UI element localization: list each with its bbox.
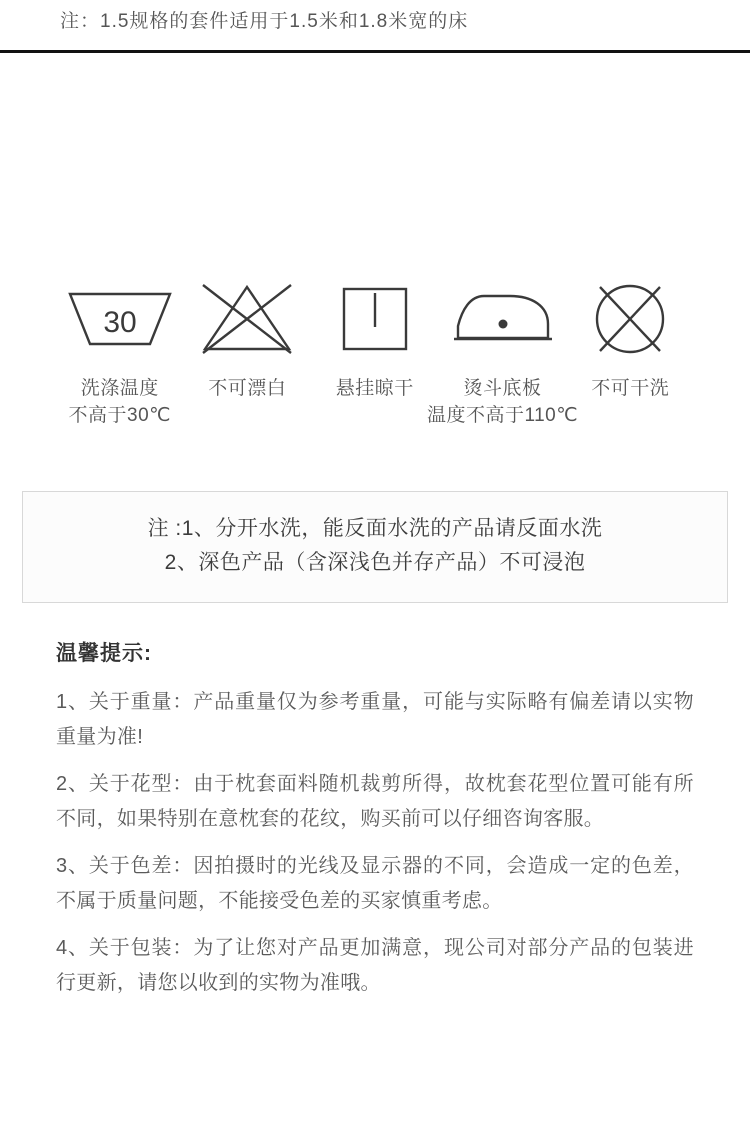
wash-tub-30-icon xyxy=(64,281,176,357)
care-symbol-iron xyxy=(426,281,579,429)
care-symbols-row xyxy=(0,281,750,429)
care-label-line2: 温度不高于110℃ xyxy=(426,405,579,426)
tip-item: 3、关于色差：因拍摄时的光线及显示器的不同，会造成一定的色差，不属于质量问题，不能接受色差的买家慎重考虑。 xyxy=(56,855,694,912)
no-dry-clean-circle-icon xyxy=(588,281,672,357)
size-note: 注：1.5规格的套件适用于1.5米和1.8米宽的床 xyxy=(60,11,469,32)
washing-note-line-2: 2、深色产品（含深浅色并存产品）不可浸泡 xyxy=(164,551,586,574)
care-label-line1: 不可漂白 xyxy=(208,378,287,399)
care-symbol-line-dry-label xyxy=(336,375,414,402)
care-label-line1: 烫斗底板 xyxy=(463,378,542,399)
care-symbol-no-dry-clean-label xyxy=(591,375,669,402)
care-label-line1: 不可干洗 xyxy=(591,378,670,399)
care-symbol-no-dry-clean xyxy=(567,281,695,429)
care-symbol-wash-label xyxy=(69,375,171,429)
care-label-line2: 不高于30℃ xyxy=(68,405,171,426)
care-label-line1: 悬挂晾干 xyxy=(335,378,414,399)
tip-item: 4、关于包装：为了让您对产品更加满意，现公司对部分产品的包装进行更新，请您以收到的实物为准哦。 xyxy=(56,937,694,994)
line-dry-hang-icon xyxy=(336,281,414,357)
tip-item: 2、关于花型：由于枕套面料随机裁剪所得，故枕套花型位置可能有所不同，如果特别在意枕套的花纹，购买前可以仔细咨询客服。 xyxy=(56,773,694,830)
header-divider xyxy=(0,50,750,53)
care-symbol-wash xyxy=(56,281,184,429)
care-label-line1: 洗涤温度 xyxy=(80,378,159,399)
no-bleach-triangle-icon xyxy=(197,281,297,357)
care-symbol-iron-label xyxy=(427,375,578,429)
washing-note-box xyxy=(22,491,728,603)
care-symbol-line-dry xyxy=(311,281,439,429)
care-symbol-no-bleach xyxy=(184,281,312,429)
iron-one-dot-icon xyxy=(448,281,558,357)
tip-item: 1、关于重量：产品重量仅为参考重量，可能与实际略有偏差请以实物重量为准! xyxy=(56,691,694,748)
washing-note-line-1: 注 :1、分开水洗，能反面水洗的产品请反面水洗 xyxy=(147,517,603,540)
tips-section xyxy=(56,637,694,1001)
tips-title: 温馨提示: xyxy=(56,642,152,665)
care-symbol-no-bleach-label xyxy=(208,375,286,402)
svg-text:30: 30 xyxy=(103,306,137,339)
